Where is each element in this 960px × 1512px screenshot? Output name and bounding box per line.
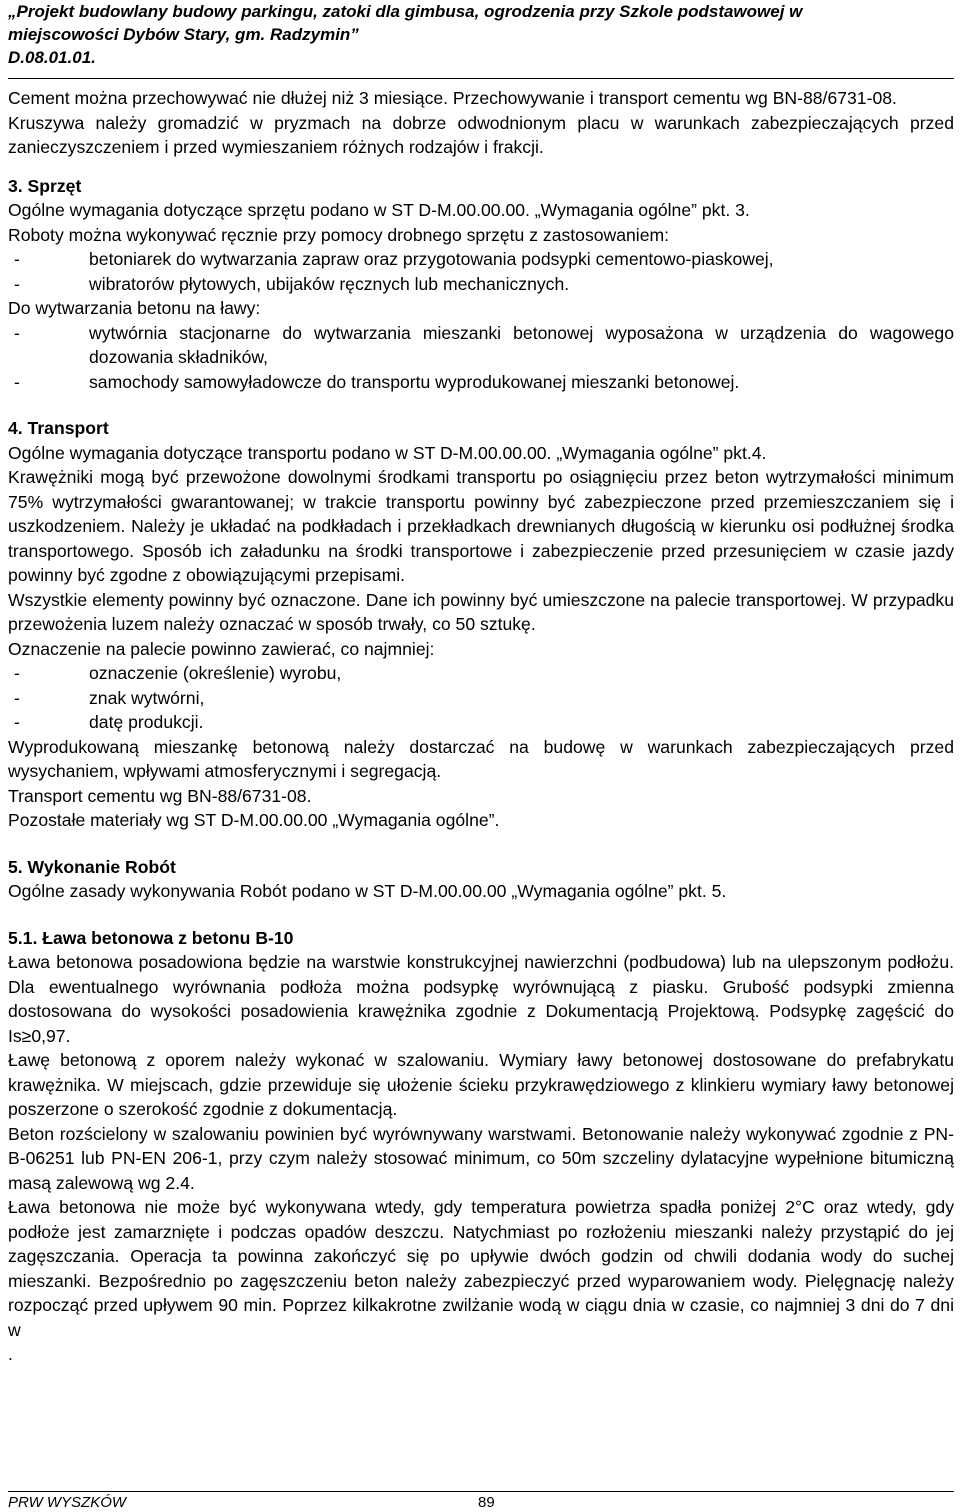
page-header [8,0,952,69]
section-heading-4: 4. Transport [8,418,109,438]
paragraph: Pozostałe materiały wg ST D-M.00.00.00 „Wymagania ogólne”. [8,810,500,830]
paragraph: Ławę betonową z oporem należy wykonać w szalowaniu. Wymiary ławy betonowej dostosowane do prefabrykatu krawężnika. W miejscach, gdzie przewiduje się ułożenie ścieku przykrawędziowego z klinkieru wymiary ławy betonowej poszerzone o szerokość zgodnie z dokumentacją. [8,1050,954,1119]
paragraph: Oznaczenie na palecie powinno zawierać, co najmniej: [8,638,435,659]
list-item: - samochody samowyładowcze do transportu wyprodukowanej mieszanki betonowej. [8,370,954,395]
paragraph: Ogólne zasady wykonywania Robót podano w ST D-M.00.00.00 „Wymagania ogólne” pkt. 5. [8,881,727,901]
paragraph: Krawężniki mogą być przewożone dowolnymi środkami transportu po osiągnięciu przez beton wytrzymałości minimum 75% wytrzymałości gwarantowanej; w trakcie transportu powinny być zabezpieczone przed przemieszczaniem się i uszkodzeniem. Należy je układać na podkładach i przekładkach drewnianych długością w kierunku osi podłużnej środka transportowego. Sposób ich załadunku na środki transportowe i zabezpieczenie przed przesunięciem w czasie jazdy powinny być zgodne z obowiązującymi przepisami. [8,467,954,585]
paragraph: Wyprodukowaną mieszankę betonową należy dostarczać na budowę w warunkach zabezpieczających przed wysychaniem, wpływami atmosferycznymi i segregacją. [8,736,954,781]
list-item: - oznaczenie (określenie) wyrobu, [8,661,954,686]
pallet-marking-list [8,661,954,735]
equipment-list [8,247,954,296]
paragraph: Do wytwarzania betonu na ławy: [8,298,261,318]
list-item: - betoniarek do wytwarzania zapraw oraz przygotowania podsypki cementowo-piaskowej, [8,247,954,272]
paragraph: Cement można przechowywać nie dłużej niż 3 miesiące. Przechowywanie i transport cementu wg BN-88/6731-08. [8,88,897,108]
page-number: 89 [478,1494,495,1511]
list-item: - wibratorów płytowych, ubijaków ręcznych lub mechanicznych. [8,272,954,297]
section-heading-5: 5. Wykonanie Robót [8,856,176,877]
header-title-line-1: „Projekt budowlany budowy parkingu, zatoki dla gimbusa, ogrodzenia przy Szkole podstawowej w [8,2,803,21]
document-body [8,86,954,1367]
paragraph: Ława betonowa posadowiona będzie na warstwie konstrukcyjnej nawierzchni (podbudowa) lub na ulepszonym podłożu. Dla ewentualnego wyrównania podłoża można podsypkę wyrównującą z piasku. Grubość podsypki zmienna dostosowana do wysokości posadowienia krawężnika zgodnie z Dokumentacją Projektową. Podsypkę zagęścić do Is≥0,97. [8,952,954,1046]
header-title-line-2: miejscowości Dybów Stary, gm. Radzymin” [8,25,359,44]
paragraph: Wszystkie elementy powinny być oznaczone. Dane ich powinny być umieszczone na palecie transportowej. W przypadku przewożenia luzem należy oznaczać w sposób trwały, co 50 sztukę. [8,589,954,634]
section-heading-5-1: 5.1. Ława betonowa z betonu B-10 [8,927,294,948]
list-item: - datę produkcji. [8,710,954,735]
paragraph: . [8,1344,13,1364]
section-heading-3: 3. Sprzęt [8,175,82,196]
paragraph: Roboty można wykonywać ręcznie przy pomocy drobnego sprzętu z zastosowaniem: [8,224,670,245]
concrete-equipment-list [8,321,954,395]
paragraph: Beton rozścielony w szalowaniu powinien być wyrównywany warstwami. Betonowanie należy wykonywać zgodnie z PN-B-06251 lub PN-EN 206-1, przy czym należy stosować minimum, co 50m szczeliny dylatacyjne wypełnione bitumiczną masą zalewową wg 2.4. [8,1123,954,1193]
header-spec-code: D.08.01.01. [8,48,96,67]
list-item: - wytwórnia stacjonarne do wytwarzania mieszanki betonowej wyposażona w urządzenia do wagowego dozowania składników, [8,321,954,370]
paragraph: Ława betonowa nie może być wykonywana wtedy, gdy temperatura powietrza spadła poniżej 2°C oraz wtedy, gdy podłoże jest zamarznięte i podczas opadów deszczu. Natychmiast po rozłożeniu mieszanki należy przystąpić do jej zagęszczania. Operacja ta powinna zakończyć się po upływie dwóch godzin od chwili dodania wody do suchej mieszanki. Bezpośrednio po zagęszczeniu beton należy zabezpieczyć przed wyparowaniem wody. Pielęgnację należy rozpocząć przed upływem 90 min. Poprzez kilkakrotne zwilżanie wodą w ciągu dnia w czasie, co najmniej 3 dni do 7 dni w [8,1197,954,1340]
list-item: - znak wytwórni, [8,686,954,711]
paragraph: Ogólne wymagania dotyczące sprzętu podano w ST D-M.00.00.00. „Wymagania ogólne” pkt. 3. [8,200,750,220]
paragraph: Ogólne wymagania dotyczące transportu podano w ST D-M.00.00.00. „Wymagania ogólne” pkt.4. [8,442,767,463]
footer-company: PRW WYSZKÓW [8,1494,127,1511]
header-divider [8,78,954,79]
footer-divider [8,1491,954,1492]
paragraph: Transport cementu wg BN-88/6731-08. [8,785,312,806]
paragraph: Kruszywa należy gromadzić w pryzmach na dobrze odwodnionym placu w warunkach zabezpieczających przed zanieczyszczeniem i przed wymieszaniem różnych rodzajów i frakcji. [8,112,954,157]
